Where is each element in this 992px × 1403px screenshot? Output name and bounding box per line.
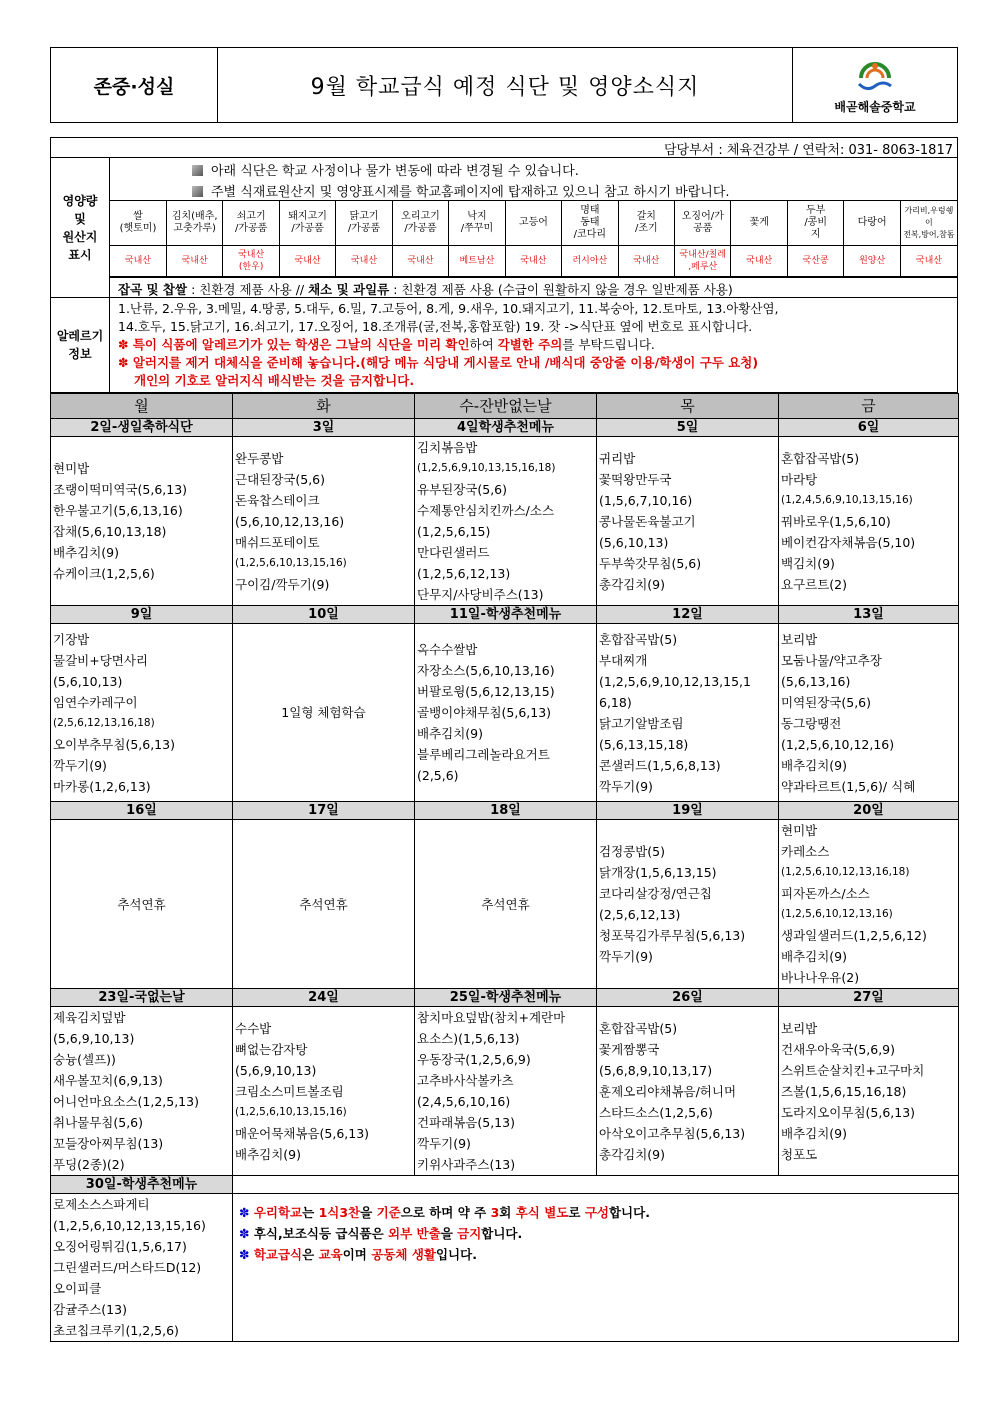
- menu-item: (5,6,9,10,13): [235, 1062, 317, 1078]
- contact-info: 담당부서 : 체육건강부 / 연락처: 031- 8063-1817: [51, 138, 957, 158]
- menu-item: 한우불고기(5,6,13,16): [53, 503, 183, 518]
- menu-item: 카레소스: [781, 844, 830, 859]
- menu-item: 돈육찹스테이크: [235, 492, 320, 508]
- menu-cell: [415, 437, 597, 606]
- date-cell: 2일-생일축하식단: [51, 419, 233, 437]
- origin-item-origin: 국내산: [392, 246, 448, 277]
- menu-item: 추석연휴: [299, 896, 348, 912]
- menu-item: 수제통안심치킨까스/소스: [417, 503, 555, 518]
- menu-item: 혼합잡곡밥(5): [599, 1020, 678, 1036]
- date-row: [51, 802, 959, 820]
- menu-cell: [415, 1007, 597, 1176]
- menu-item: 배추김치(9): [53, 545, 120, 560]
- menu-item: (2,4,5,6,10,16): [417, 1094, 511, 1109]
- origin-item-name: 꽃게: [731, 201, 787, 246]
- menu-item: 검정콩밥(5): [599, 844, 666, 859]
- menu-item: 배추김치(9): [417, 726, 484, 741]
- day-header: 목: [597, 394, 779, 419]
- origin-item-name: 다랑어: [844, 201, 900, 246]
- menu-item: 피자돈까스/소스: [781, 886, 870, 901]
- menu-item: (1,2,5,6,15): [417, 524, 491, 539]
- menu-item: 그린샐러드/머스타드D(12): [53, 1260, 202, 1275]
- menu-item: (1,2,5,6,10,12,13,15,16): [53, 1218, 206, 1233]
- origin-item-origin: 국내산: [505, 246, 561, 277]
- menu-item: 구이김/깍두기(9): [235, 576, 330, 592]
- menu-item: 매운어묵채볶음(5,6,13): [235, 1125, 370, 1141]
- note-n3: ✽ 학교급식은 교육이며 공동체 생활입니다.: [239, 1247, 477, 1262]
- menu-item: (1,2,5,6,9,10,13,15,16,18): [417, 462, 556, 474]
- origin-item-name: 가리비,우렁쉥이 전복,방어,참돔: [900, 201, 957, 246]
- menu-item: (5,6,13,16): [781, 673, 851, 689]
- menu-item: (1,5,6,7,10,16): [599, 492, 693, 508]
- menu-item: (1,2,5,6,9,10,12,13,15,1: [599, 673, 751, 689]
- menu-item: 아삭오이고추무침(5,6,13): [599, 1125, 746, 1141]
- menu-item: 도라지오이무침(5,6,13): [781, 1104, 916, 1120]
- menu-item: 청포도: [781, 1146, 818, 1162]
- allergy-label: 알레르기 정보: [51, 298, 110, 392]
- origin-item-name: 낙지 /쭈꾸미: [449, 201, 505, 246]
- origin-section: [51, 158, 957, 298]
- menu-item: 1일형 체험학습: [281, 705, 366, 720]
- header: [50, 47, 958, 123]
- menu-item: 어니언마요소스(1,2,5,13): [53, 1094, 199, 1109]
- menu-cell: [779, 820, 959, 989]
- menu-item: 콘샐러드(1,5,6,8,13): [599, 757, 721, 773]
- menu-cell: [597, 437, 779, 606]
- menu-cell: [233, 1007, 415, 1176]
- menu-item: 조랭이떡미역국(5,6,13): [53, 482, 188, 497]
- menu-item: 자장소스(5,6,10,13,16): [417, 663, 555, 678]
- menu-item: 만다린샐러드: [417, 545, 490, 560]
- menu-cell: [415, 820, 597, 989]
- menu-item: 잡채(5,6,10,13,18): [53, 524, 167, 539]
- menu-item: (1,2,5,6,12,13): [417, 566, 511, 581]
- origin-item-name: 돼지고기 /가공품: [279, 201, 335, 246]
- menu-item: (5,6,10,13): [53, 673, 123, 689]
- menu-cell: [779, 624, 959, 802]
- date-cell: 20일: [779, 802, 959, 820]
- menu-item: 뼈없는감자탕: [235, 1041, 308, 1057]
- menu-cell: [51, 624, 233, 802]
- menu-item: 6,18): [599, 694, 632, 710]
- school-logo-area: [792, 48, 957, 122]
- menu-item: 생과일샐러드(1,2,5,6,12): [781, 928, 927, 943]
- notice-2: 주별 식재료원산지 및 영양표시제를 학교홈페이지에 탑재하고 있으니 참고 하시기 바랍니다.: [110, 179, 957, 200]
- day-header: 월: [51, 394, 233, 419]
- origin-item-origin: 국내산: [731, 246, 787, 277]
- menu-row: [51, 437, 959, 606]
- menu-item: 키위사과주스(13): [417, 1157, 516, 1172]
- notice-1: 아래 식단은 학교 사정이나 물가 변동에 따라 변경될 수 있습니다.: [110, 158, 957, 179]
- allergy-line-3: ✽ 특이 식품에 알레르기가 있는 학생은 그날의 식단을 미리 확인하여 각별한 주의를 부탁드립니다.: [118, 337, 655, 352]
- menu-item: 꼬들장아찌무침(13): [53, 1136, 164, 1151]
- menu-row: [51, 1194, 959, 1342]
- menu-item: 배추김치(9): [781, 949, 848, 964]
- menu-item: 우동장국(1,2,5,6,9): [417, 1052, 531, 1067]
- origin-item-origin: 국내산/칠레 ,페루산: [675, 246, 731, 277]
- menu-item: 꿔바로우(1,5,6,10): [781, 513, 891, 529]
- date-cell: 3일: [233, 419, 415, 437]
- menu-item: 추석연휴: [481, 896, 530, 912]
- menu-item: 푸딩(2종)(2): [53, 1157, 125, 1172]
- menu-item: 건새우아욱국(5,6,9): [781, 1041, 896, 1057]
- menu-item: (1,2,5,6,10,12,13,16): [781, 908, 893, 920]
- menu-item: 마라탕: [781, 471, 818, 487]
- menu-item: 약과타르트(1,5,6)/ 식혜: [781, 778, 916, 794]
- menu-item: 참치마요덮밥(참치+계란마: [417, 1010, 566, 1025]
- date-cell: 19일: [597, 802, 779, 820]
- day-header: 화: [233, 394, 415, 419]
- menu-item: 기장밥: [53, 631, 90, 647]
- menu-item: (5,6,10,12,13,16): [235, 513, 345, 529]
- menu-item: 옥수수쌀밥: [417, 642, 478, 657]
- origin-item-origin: 국내산: [110, 246, 166, 277]
- page: [50, 47, 958, 1342]
- school-logo-icon: [855, 56, 895, 96]
- date-cell: 4일학생추천메뉴: [415, 419, 597, 437]
- menu-item: 동그랑땡전: [781, 715, 842, 731]
- menu-item: 총각김치(9): [599, 1146, 666, 1162]
- menu-cell: [233, 437, 415, 606]
- menu-item: (1,2,5,6,10,13,15,16): [235, 1105, 347, 1118]
- date-cell: 23일-국없는날: [51, 989, 233, 1007]
- date-cell-empty: [233, 1176, 959, 1194]
- menu-item: 새우볼꼬치(6,9,13): [53, 1073, 163, 1088]
- allergy-line-5: 개인의 기호로 알러지식 배식받는 것을 금지합니다.: [134, 373, 415, 388]
- origin-item-name: 오징어/가 공품: [675, 201, 731, 246]
- menu-item: 깍두기(9): [417, 1136, 471, 1151]
- menu-item: 총각김치(9): [599, 576, 666, 592]
- menu-item: 유부된장국(5,6): [417, 482, 508, 497]
- menu-item: 감귤주스(13): [53, 1302, 127, 1317]
- allergy-body: [110, 298, 957, 392]
- menu-item: 혼합잡곡밥(5): [599, 631, 678, 647]
- menu-cell: [233, 820, 415, 989]
- menu-item: 오이피클: [53, 1281, 102, 1296]
- menu-item: 로제소스스파게티: [53, 1197, 150, 1212]
- menu-item: 오이부추무침(5,6,13): [53, 736, 175, 752]
- menu-item: 귀리밥: [599, 450, 636, 466]
- menu-item: 완두콩밥: [235, 450, 284, 466]
- menu-item: 즈볼(1,5,6,15,16,18): [781, 1083, 907, 1099]
- menu-item: (5,6,10,13): [599, 534, 669, 550]
- origin-item-origin: 베트남산: [449, 246, 505, 277]
- menu-cell: [233, 624, 415, 802]
- menu-item: (1,2,4,5,6,9,10,13,15,16): [781, 493, 913, 506]
- menu-item: 단무지/사당비주스(13): [417, 587, 544, 602]
- origin-item-origin: 국내산: [618, 246, 674, 277]
- menu-item: 부대찌개: [599, 652, 648, 668]
- allergy-line-1: 1.난류, 2.우유, 3.메밀, 4.땅콩, 5.대두, 6.밀, 7.고등어, 8.게, 9.새우, 10.돼지고기, 11.복숭아, 12.토마토, 13.아황산염,: [118, 301, 779, 316]
- menu-item: (2,5,6,12,13,16,18): [53, 716, 155, 729]
- date-cell: 13일: [779, 606, 959, 624]
- menu-item: 근대된장국(5,6): [235, 471, 326, 487]
- date-cell: 16일: [51, 802, 233, 820]
- menu-item: 오징어링튀김(1,5,6,17): [53, 1239, 187, 1254]
- menu-item: 닭개장(1,5,6,13,15): [599, 865, 717, 880]
- menu-item: 스위트순살치킨+고구마치: [781, 1062, 925, 1078]
- origin-item-origin: 국내산 (한우): [223, 246, 279, 277]
- origin-item-name: 김치(배추, 고춧가루): [166, 201, 222, 246]
- menu-item: 수수밥: [235, 1020, 272, 1036]
- menu-item: 건파래볶음(5,13): [417, 1115, 515, 1130]
- menu-item: 요소스)(1,5,6,13): [417, 1031, 520, 1046]
- origin-item-origin: 국내산: [900, 246, 957, 277]
- origin-item-name: 명태 동태 /코다리: [562, 201, 618, 246]
- menu-item: 깍두기(9): [599, 949, 653, 964]
- menu-item: 배추김치(9): [781, 1125, 848, 1141]
- allergy-line-4: ✽ 알러지를 제거 대체식을 준비해 놓습니다.(해당 메뉴 식당내 게시물로 안내 /배식대 중앙줄 이용/학생이 구두 요청): [118, 355, 759, 370]
- menu-item: 초코칩크루키(1,2,5,6): [53, 1323, 179, 1338]
- origin-item-name: 고등어: [505, 201, 561, 246]
- allergy-section: [51, 298, 957, 392]
- menu-item: 청포묵김가루무침(5,6,13): [599, 928, 746, 943]
- menu-item: 고추바사삭볼카츠: [417, 1073, 514, 1088]
- origin-item-name: 쌀 (햇토미): [110, 201, 166, 246]
- menu-item: 바나나우유(2): [781, 970, 860, 985]
- origin-item-name: 두부 /콩비 지: [787, 201, 843, 246]
- menu-item: 보리밥: [781, 1020, 818, 1036]
- school-name: 배곧해솔중학교: [834, 99, 916, 114]
- menu-item: 취나물무침(5,6): [53, 1115, 144, 1130]
- menu-cell: [51, 820, 233, 989]
- date-cell: 17일: [233, 802, 415, 820]
- menu-cell: [51, 437, 233, 606]
- menu-item: 깍두기(9): [53, 757, 107, 773]
- menu-item: 숭늉(셀프)): [53, 1052, 116, 1067]
- menu-row: [51, 1007, 959, 1176]
- school-motto: 존중·성실: [51, 48, 218, 122]
- date-cell: 5일: [597, 419, 779, 437]
- origin-names-row: [110, 201, 957, 246]
- menu-item: 모둠나물/약고추장: [781, 652, 882, 668]
- date-cell: 26일: [597, 989, 779, 1007]
- menu-item: (1,2,5,6,10,13,15,16): [235, 556, 347, 569]
- date-cell: 12일: [597, 606, 779, 624]
- date-row: [51, 989, 959, 1007]
- menu-item: 골뱅이야채무침(5,6,13): [417, 705, 552, 720]
- origin-item-name: 닭고기 /가공품: [336, 201, 392, 246]
- date-row: [51, 1176, 959, 1194]
- menu-item: 매쉬드포테이토: [235, 534, 320, 550]
- origin-values-row: [110, 246, 957, 277]
- menu-item: 훈제오리야채볶음/허니머: [599, 1083, 737, 1099]
- date-cell: 30일-학생추천메뉴: [51, 1176, 233, 1194]
- lunch-notes: [233, 1194, 959, 1342]
- day-header: 수-잔반없는날: [415, 394, 597, 419]
- date-cell: 9일: [51, 606, 233, 624]
- origin-item-name: 오리고기 /가공품: [392, 201, 448, 246]
- date-row: [51, 606, 959, 624]
- allergy-line-2: 14.호두, 15.닭고기, 16.쇠고기, 17.오징어, 18.조개류(굴,전복,홍합포함) 19. 잣 ->식단표 옆에 번호로 표시합니다.: [118, 319, 753, 334]
- menu-item: 혼합잡곡밥(5): [781, 450, 860, 466]
- date-cell: 27일: [779, 989, 959, 1007]
- origin-item-name: 쇠고기 /가공품: [223, 201, 279, 246]
- menu-item: 베이컨감자채볶음(5,10): [781, 534, 916, 550]
- cube-icon: [192, 186, 203, 197]
- menu-item: (2,5,6,12,13): [599, 907, 681, 922]
- menu-cell: [415, 624, 597, 802]
- menu-item: (5,6,8,9,10,13,17): [599, 1062, 713, 1078]
- origin-item-origin: 국내산: [166, 246, 222, 277]
- menu-row: [51, 624, 959, 802]
- menu-item: (1,2,5,6,10,12,16): [781, 736, 895, 752]
- menu-item: (1,2,5,6,10,12,13,16,18): [781, 866, 910, 878]
- menu-cell: [51, 1194, 233, 1342]
- menu-item: 스타드소스(1,2,5,6): [599, 1104, 713, 1120]
- menu-calendar: [50, 393, 959, 1342]
- menu-item: 닭고기알밤조림: [599, 715, 684, 731]
- menu-cell: [51, 1007, 233, 1176]
- menu-item: 배추김치(9): [781, 757, 848, 773]
- menu-item: 보리밥: [781, 631, 818, 647]
- date-cell: 24일: [233, 989, 415, 1007]
- date-cell: 11일-학생추천메뉴: [415, 606, 597, 624]
- origin-item-origin: 국내산: [336, 246, 392, 277]
- date-cell: 10일: [233, 606, 415, 624]
- menu-cell: [779, 1007, 959, 1176]
- page-title: 9월 학교급식 예정 식단 및 영양소식지: [310, 74, 700, 100]
- menu-item: (5,6,9,10,13): [53, 1031, 135, 1046]
- origin-body: [110, 158, 957, 297]
- menu-item: 버팔로윙(5,6,12,13,15): [417, 684, 555, 699]
- menu-item: 깍두기(9): [599, 778, 653, 794]
- menu-item: 현미밥: [781, 823, 818, 838]
- menu-item: 크림소스미트볼조림: [235, 1083, 344, 1099]
- info-section: [50, 137, 958, 393]
- menu-item: 미역된장국(5,6): [781, 694, 872, 710]
- cube-icon: [192, 165, 203, 176]
- menu-cell: [597, 624, 779, 802]
- origin-item-origin: 국산콩: [787, 246, 843, 277]
- menu-item: 꽃떡왕만두국: [599, 471, 672, 487]
- date-cell: 18일: [415, 802, 597, 820]
- day-header-row: [51, 394, 959, 419]
- menu-cell: [597, 820, 779, 989]
- menu-item: 꽃게짬뽕국: [599, 1041, 660, 1057]
- menu-row: [51, 820, 959, 989]
- eco-notice: 잡곡 및 찹쌀 : 친환경 제품 사용 // 채소 및 과일류 : 친환경 제품 사용 (수급이 원활하지 않을 경우 일반제품 사용): [110, 277, 957, 297]
- menu-item: (2,5,6): [417, 768, 459, 783]
- origin-label: 영양량 및 원산지 표시: [51, 158, 110, 297]
- menu-item: 물갈비+당면사리: [53, 652, 148, 668]
- origin-table: [110, 200, 957, 277]
- day-header: 금: [779, 394, 959, 419]
- menu-cell: [779, 437, 959, 606]
- menu-item: 마카롱(1,2,6,13): [53, 778, 151, 794]
- menu-item: 요구르트(2): [781, 576, 848, 592]
- menu-item: 김치볶음밥: [417, 440, 478, 455]
- origin-item-origin: 원양산: [844, 246, 900, 277]
- date-cell: 6일: [779, 419, 959, 437]
- date-cell: 25일-학생추천메뉴: [415, 989, 597, 1007]
- menu-item: (5,6,13,15,18): [599, 736, 689, 752]
- menu-item: 추석연휴: [117, 896, 166, 912]
- origin-item-name: 갈치 /조기: [618, 201, 674, 246]
- menu-item: 두부쑥갓무침(5,6): [599, 555, 702, 571]
- menu-item: 슈케이크(1,2,5,6): [53, 566, 155, 581]
- menu-item: 백김치(9): [781, 555, 835, 571]
- menu-item: 콩나물돈육불고기: [599, 513, 696, 529]
- note-n2: ✽ 후식,보조식등 급식품은 외부 반출을 금지합니다.: [239, 1226, 523, 1241]
- menu-cell: [597, 1007, 779, 1176]
- origin-item-origin: 국내산: [279, 246, 335, 277]
- origin-item-origin: 러시아산: [562, 246, 618, 277]
- menu-item: 코다리살강정/연근칩: [599, 886, 712, 901]
- menu-item: 임연수카레구이: [53, 694, 138, 710]
- menu-item: 블루베리그레놀라요거트: [417, 747, 550, 762]
- menu-item: 현미밥: [53, 461, 90, 476]
- date-row: [51, 419, 959, 437]
- menu-item: 배추김치(9): [235, 1146, 302, 1162]
- menu-item: 제육김치덮밥: [53, 1010, 126, 1025]
- note-n1: ✽ 우리학교는 1식3찬을 기준으로 하며 약 주 3회 후식 별도로 구성합니다.: [239, 1205, 650, 1220]
